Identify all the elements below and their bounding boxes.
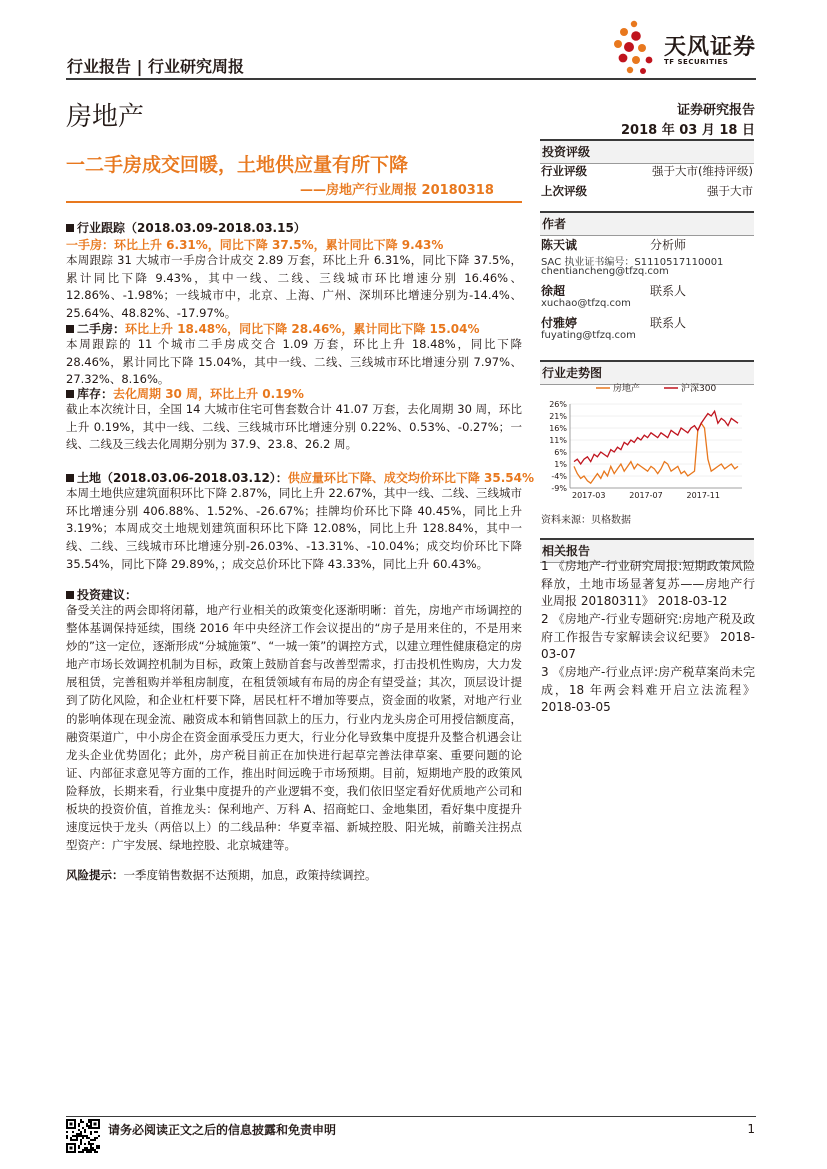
bullet-square-icon (66, 224, 74, 232)
risk-warning (66, 867, 522, 885)
legend-label: 房地产 (613, 384, 641, 394)
disclaimer-notice[interactable]: 请务必阅读正文之后的信息披露和免责申明 (108, 1123, 337, 1137)
trend-heading: 行业走势图 (540, 360, 754, 385)
section-heading (66, 219, 306, 236)
section-title: 投资建议： (77, 588, 138, 602)
sector-title: 房地产 (66, 102, 145, 132)
y-tick-label: -9% (551, 484, 567, 493)
title-divider (66, 201, 522, 203)
y-tick-label: 1% (554, 460, 567, 469)
footer-divider (66, 1116, 756, 1117)
author-role: 联系人 (650, 316, 687, 330)
bullet-square-icon (66, 390, 74, 398)
report-title: 一二手房成交回暖，土地供应量有所下降 (66, 154, 409, 176)
section-highlight: 去化周期 30 周，环比上升 0.19% (113, 387, 304, 401)
related-report-item[interactable]: 2 《房地产-行业专题研究:房地产税及政府工作报告专家解读会议纪要》 2018-03-07 (541, 612, 755, 661)
related-report-item[interactable]: 3 《房地产-行业点评:房产税草案尚未完成，18 年两会料难开启立法流程》 2018-03-05 (541, 665, 755, 714)
author-email: fuyating@tfzq.com (541, 330, 636, 341)
report-type: 证券研究报告 (676, 103, 755, 118)
related-report-item[interactable]: 1 《房地产-行业研究周报:短期政策风险释放，土地市场显著复苏——房地产行业周报 20180311》 2018-03-12 (541, 559, 755, 608)
y-tick-label: 21% (549, 412, 567, 421)
author-license: SAC 执业证书编号：S1110517110001 (541, 257, 724, 268)
section-heading (66, 469, 534, 486)
x-tick-label: 2017-07 (629, 491, 663, 500)
section-highlight: 环比上升 18.48%，同比下降 28.46%，累计同比下降 15.04% (125, 322, 480, 336)
legend-label: 沪深300 (681, 384, 717, 394)
rating-label: 上次评级 (541, 184, 587, 198)
author-name: 徐超 (541, 284, 566, 298)
report-subtitle: ——房地产行业周报 20180318 (300, 183, 494, 198)
author-email: xuchao@tfzq.com (541, 298, 631, 309)
author-role: 联系人 (650, 284, 687, 298)
logo-text-cn: 天风证券 (664, 35, 757, 60)
logo-text-en: TF SECURITIES (664, 58, 729, 66)
x-tick-label: 2017-11 (686, 491, 720, 500)
risk-label: 风险提示： (66, 868, 124, 882)
series-line-hs300 (574, 411, 738, 464)
page-number: 1 (747, 1122, 755, 1136)
y-tick-label: 16% (549, 424, 567, 433)
section-heading (66, 385, 304, 402)
section-paragraph: 本周土地供应建筑面积环比下降 2.87%，同比上升 22.67%，其中一线、二线、三线城市环比增速分别 406.88%、1.52%、-26.67%；挂牌均价环比下降 40.45%，同比上升 3.19%；本周成交土地规划建筑面积环比下降 12.08%，同比上升 128.84%，其中一线、二线、三线城市环比增速分别-26.03%、-13.31%、-10.04%；成交均价环比下降 35.54%，同比下降 29.89%，；成交总价环比下降 43.33%，同比上升 60.43%。 (66, 486, 522, 571)
section-heading (66, 320, 480, 337)
x-tick-label: 2017-03 (572, 491, 606, 500)
related-heading: 相关报告 (540, 538, 754, 563)
header-divider (66, 78, 756, 80)
trend-chart (540, 380, 756, 506)
section-title: 二手房： (77, 322, 126, 336)
logo-dots-icon (614, 21, 652, 74)
section-title: 土地（2018.03.06-2018.03.12）： (77, 471, 288, 485)
y-tick-label: 6% (554, 448, 567, 457)
risk-text: 一季度销售数据不达预期，加息，政策持续调控。 (123, 868, 377, 882)
authors-heading: 作者 (540, 211, 754, 236)
section-paragraph: 截止本次统计日，全国 14 大城市住宅可售套数合计 41.07 万套，去化周期 30 周，环比上升 0.19%，其中一线、二线、三线城市环比增速分别 0.22%、0.53%、-0.27%；一线、二线及三线去化周期分别为 37.9、23.8、26.2 周。 (66, 402, 522, 452)
report-category: 行业报告 | 行业研究周报 (67, 57, 244, 76)
section-paragraph: 本周跟踪 31 大城市一手房合计成交 2.89 万套，环比上升 6.31%，同比下降 37.5%，累计同比下降 9.43%，其中一线、二线、三线城市环比增速分别 16.46%、12.86%、-1.98%；一线城市中，北京、上海、广州、深圳环比增速分别为-14.4%、25.64%、48.82%、-17.97%。 (66, 253, 522, 321)
rating-value: 强于大市 (707, 184, 753, 198)
report-date: 2018 年 03 月 18 日 (621, 123, 755, 138)
section-highlight: 供应量环比下降、成交均价环比下降 35.54% (287, 471, 534, 485)
qr-code-icon (66, 1119, 100, 1153)
series-line-real-estate (574, 423, 738, 483)
author-role: 分析师 (650, 238, 687, 252)
section-title: 库存： (77, 387, 114, 401)
section-title: 行业跟踪（2018.03.09-2018.03.15） (77, 221, 306, 235)
y-tick-label: 26% (549, 400, 567, 409)
bullet-square-icon (66, 474, 74, 482)
rating-label: 行业评级 (541, 164, 587, 178)
chart-source: 资料来源：贝格数据 (541, 515, 631, 526)
investment-advice-paragraph: 备受关注的两会即将闭幕，地产行业相关的政策变化逐渐明晰：首先，房地产市场调控的整体基调保持延续，围绕 2016 年中央经济工作会议提出的“房子是用来住的，不是用来炒的”这一定位，逐渐形成“分城施策”、“一城一策”的调控方式，以建立理性健康稳定的房地产市场长效调控机制为目标，政策上鼓励首套与改善型需求，打击投机性购房，大力发展租赁，完善租购并举租房制度，在租赁领域有布局的房企有望受益；其次，顶层设计提到了防化风险，和企业杠杆要下降，居民杠杆不增加等要点，资金面的收紧，对地产行业的影响体现在现金流、融资成本和销售回款上的压力，行业内龙头房企可用授信额度高，融资渠道广，中小房企在资金面承受压力更大，行业分化导致集中度提升及整合机遇会让龙头企业优势固化；此外，房产税目前正在加快进行起草完善法律草案、重要问题的论证、内部征求意见等方面的工作，推出时间远晚于市场预期。目前，短期地产股的政策风险释放，长期来看，行业集中度提升的产业逻辑不变，我们依旧坚定看好优质地产公司和板块的投资价值，首推龙头：保利地产、万科 A、招商蛇口、金地集团，看好集中度提升速度远快于龙头（两倍以上）的二线品种：华夏幸福、新城控股、阳光城，前瞻关注拐点型资产：广宇发展、绿地控股、北京城建等。 (66, 603, 522, 853)
bullet-square-icon (66, 325, 74, 333)
y-tick-label: 11% (549, 436, 567, 445)
section-paragraph: 本周跟踪的 11 个城市二手房成交合 1.09 万套，环比上升 18.48%，同比下降 28.46%，累计同比下降 15.04%，其中一线、二线、三线城市环比增速分别 7.97%、27.32%、8.16%。 (66, 337, 522, 387)
bullet-square-icon (66, 591, 74, 599)
y-tick-label: -4% (551, 472, 567, 481)
author-name: 陈天诚 (541, 238, 578, 252)
author-email: chentiancheng@tfzq.com (541, 266, 669, 277)
author-name: 付雅婷 (541, 316, 578, 330)
rating-value: 强于大市(维持评级) (652, 164, 753, 178)
rating-heading: 投资评级 (540, 139, 754, 164)
section-subheading: 一手房：环比上升 6.31%，同比下降 37.5%，累计同比下降 9.43% (66, 238, 444, 252)
